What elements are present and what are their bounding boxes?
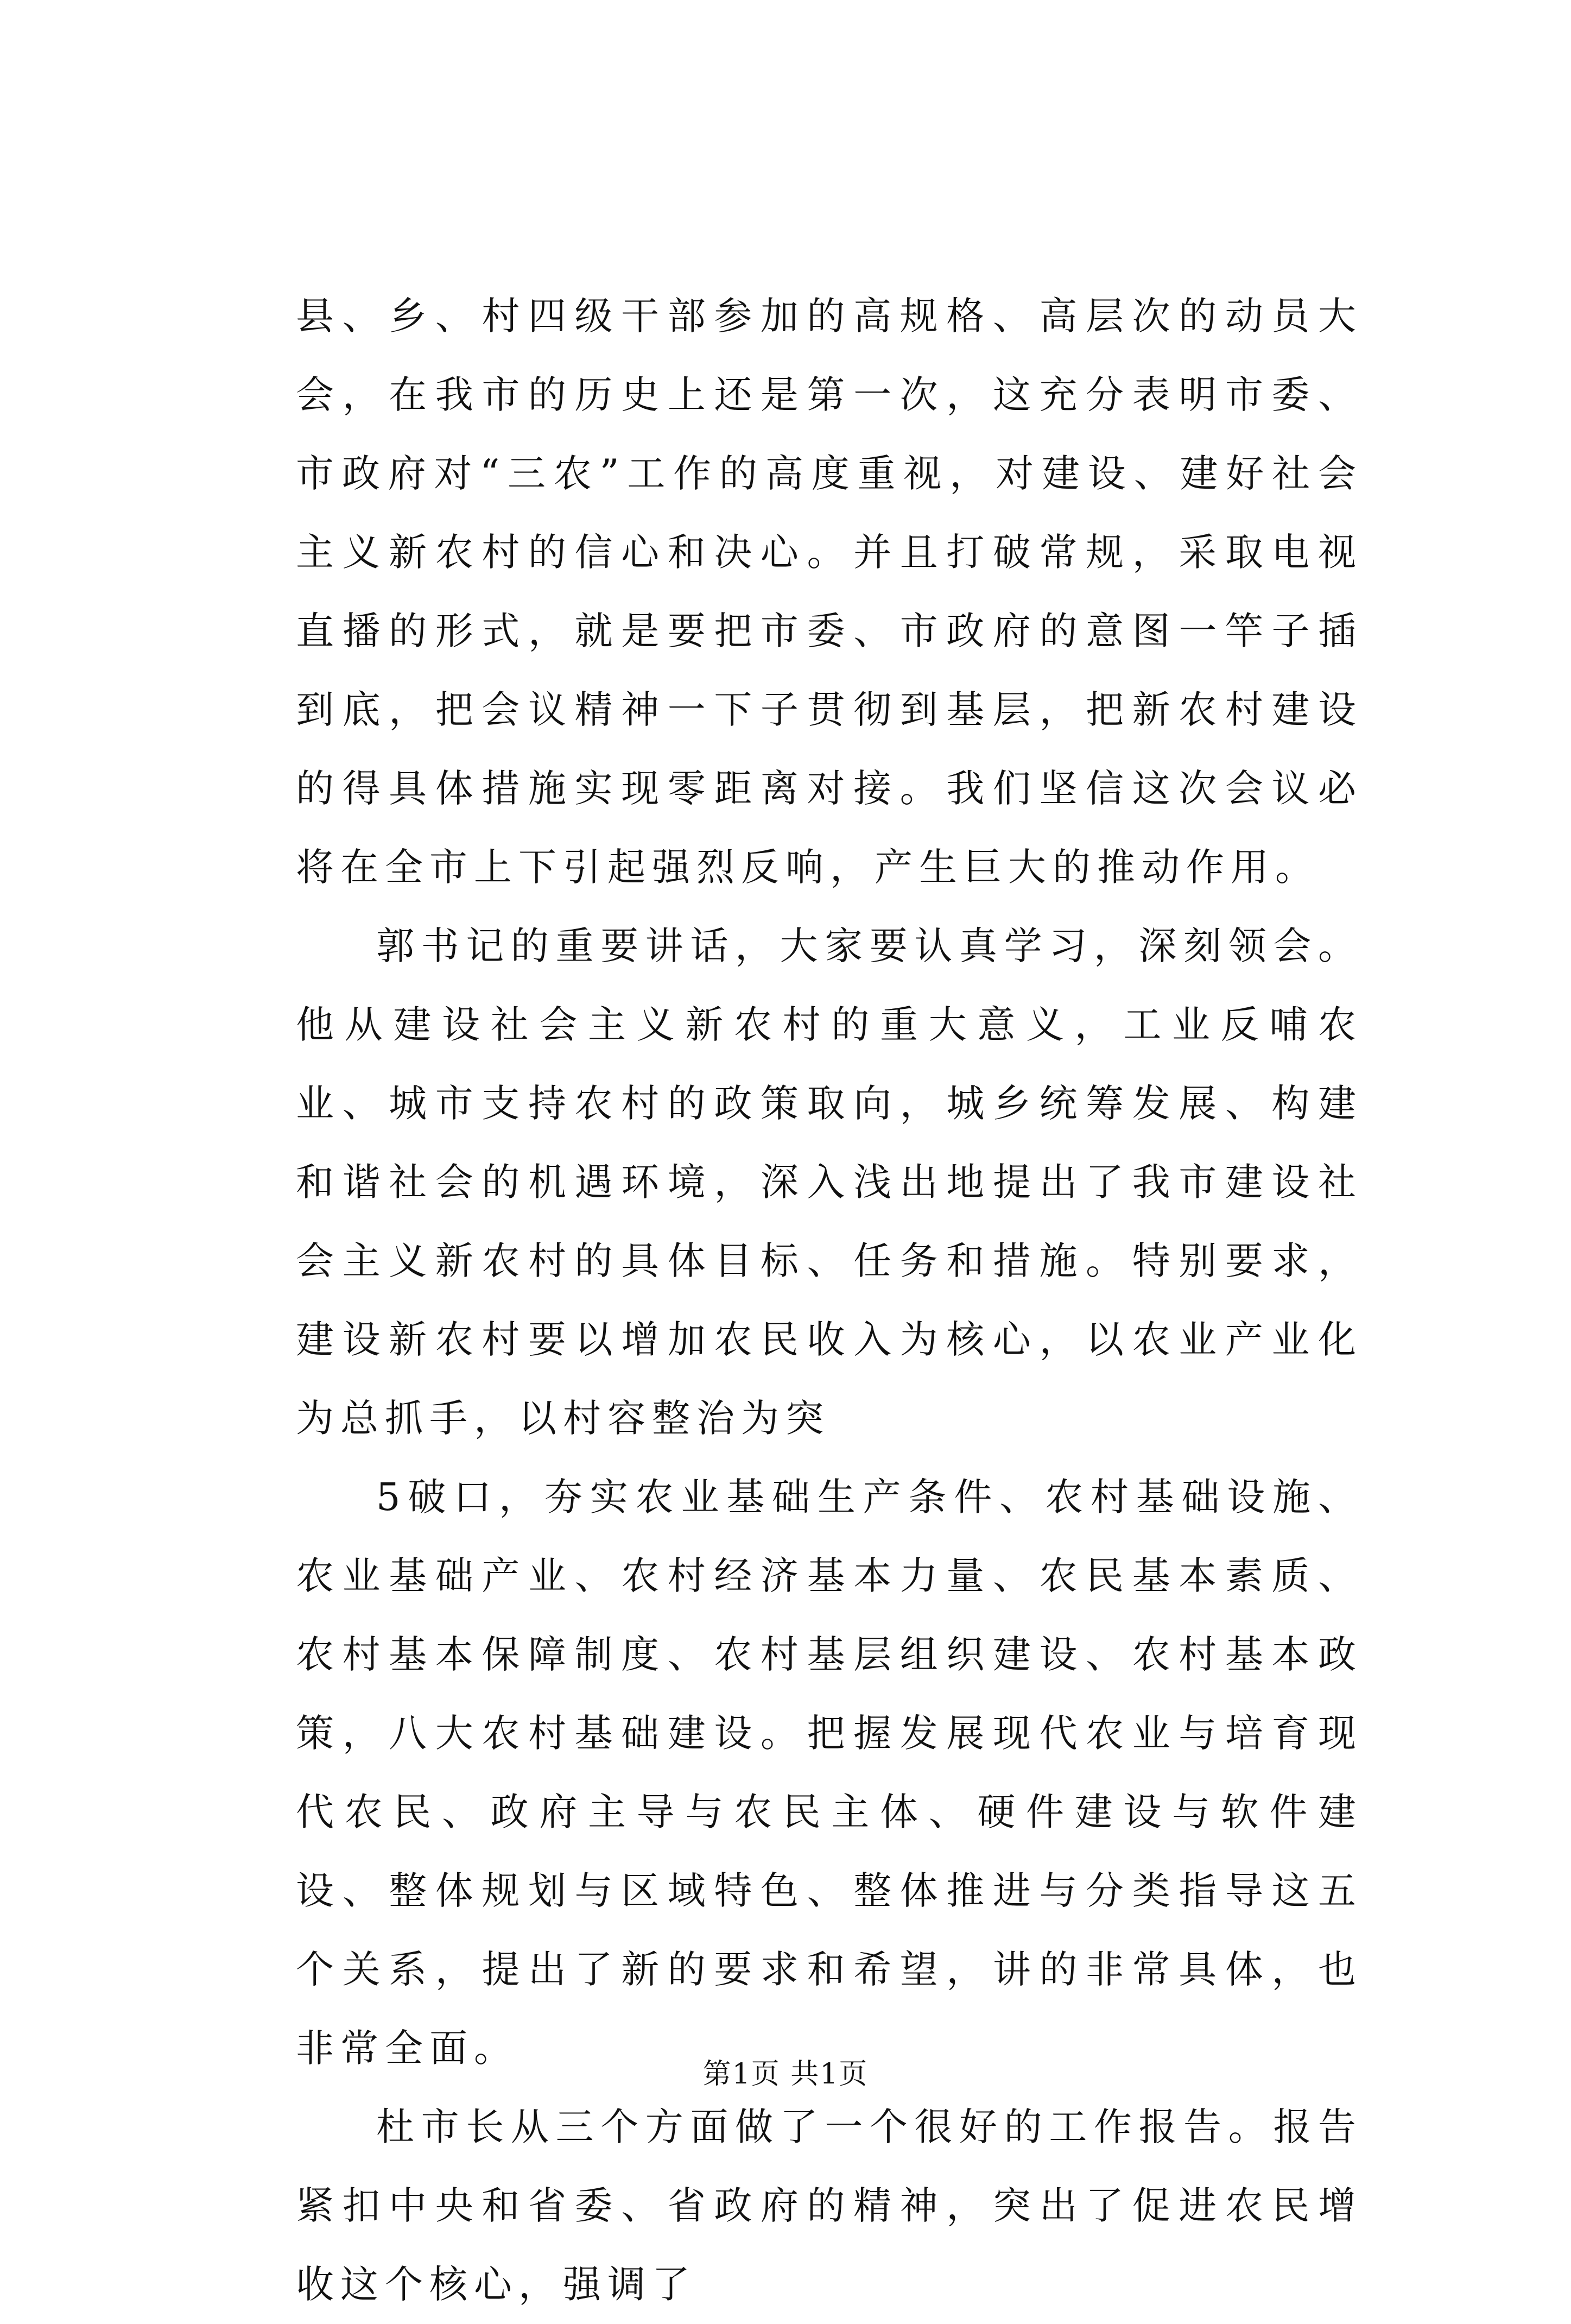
paragraph-4: 杜市长从三个方面做了一个很好的工作报告。报告紧扣中央和省委、省政府的精神，突出了促进农民增收这个核心，强调了 bbox=[296, 2105, 1363, 2307]
page-number-footer: 第1页 共1页 bbox=[702, 2058, 869, 2091]
paragraph-1: 县、乡、村四级干部参加的高规格、高层次的动员大会，在我市的历史上还是第一次，这充分表明市委、市政府对“三农”工作的高度重视，对建设、建好社会主义新农村的信心和决心。并且打破常规，采取电视直播的形式，就是要把市委、市政府的意图一竿子插到底，把会议精神一下子贯彻到基层，把新农村建设的得具体措施实现零距离对接。我们坚信这次会议必将在全市上下引起强烈反响，产生巨大的推动作用。 bbox=[296, 294, 1363, 889]
document-body bbox=[296, 277, 1363, 2324]
paragraph-2: 郭书记的重要讲话，大家要认真学习，深刻领会。他从建设社会主义新农村的重大意义，工业反哺农业、城市支持农村的政策取向，城乡统筹发展、构建和谐社会的机遇环境，深入浅出地提出了我市建设社会主义新农村的具体目标、任务和措施。特别要求，建设新农村要以增加农民收入为核心，以农业产业化为总抓手，以村容整治为突 bbox=[296, 924, 1363, 1441]
paragraph-3: 5破口，夯实农业基础生产条件、农村基础设施、农业基础产业、农村经济基本力量、农民基本素质、农村基本保障制度、农村基层组织建设、农村基本政策，八大农村基础建设。把握发展现代农业与培育现代农民、政府主导与农民主体、硬件建设与软件建设、整体规划与区域特色、整体推进与分类指导这五个关系，提出了新的要求和希望，讲的非常具体，也非常全面。 bbox=[296, 1475, 1363, 2070]
